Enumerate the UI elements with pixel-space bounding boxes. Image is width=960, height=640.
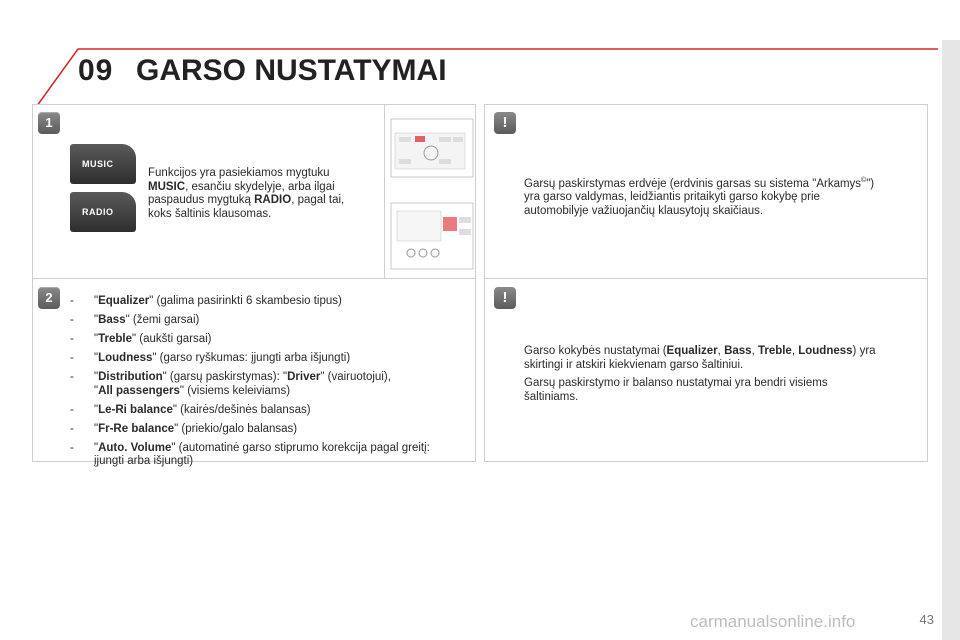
step-1-description [148, 167, 383, 221]
list-item: - "Equalizer" (galima pasirinkti 6 skambesio tipus) [70, 295, 342, 307]
warning-1-line-2: yra garso valdymas, leidžiantis pritaikyti garso kokybę prie [524, 191, 820, 204]
music-button: MUSIC [70, 144, 136, 184]
right-panel [484, 104, 928, 462]
step-1-line-1: Funkcijos yra pasiekiamos mygtuku [148, 167, 330, 179]
list-item: - "Le-Ri balance" (kairės/dešinės balansas) [70, 403, 311, 416]
right-panel-divider [484, 278, 928, 279]
radio-unit-illustration [384, 105, 475, 278]
list-item: - "Loudness" (garso ryškumas: įjungti arba išjungti) [70, 352, 351, 364]
radio-drawing [385, 105, 476, 278]
step-1-line-3: paspaudus mygtuką RADIO, pagal tai, [148, 194, 345, 206]
page-number: 43 [919, 612, 934, 627]
warning-2-line-4: šaltiniams. [524, 390, 579, 403]
list-item: - "Treble" (aukšti garsai) [70, 333, 212, 345]
step-1-line-2: MUSIC, esančiu skydelyje, arba ilgai [148, 180, 335, 193]
list-item: - "Distribution" (garsų paskirstymas): "Driver" (vairuotojui), "All passengers" (visiems keleiviams) [70, 371, 391, 397]
warning-2-line-2: skirtingi ir atskiri kiekvienam garso šaltiniui. [524, 358, 744, 371]
radio-button: RADIO [70, 192, 136, 232]
left-panel-divider [32, 278, 476, 279]
watermark: carmanualsonline.info [690, 612, 856, 631]
warning-1-line-3: automobilyje važiuojančių klausytojų skaičiaus. [524, 204, 764, 217]
warning-2-badge: ! [494, 287, 516, 309]
page-edge-strip [942, 40, 960, 640]
step-1-line-4: koks šaltinis klausomas. [148, 207, 272, 220]
settings-list [70, 295, 480, 474]
warning-2-text [524, 345, 922, 404]
step-1-badge: 1 [38, 112, 60, 134]
warning-1-badge: ! [494, 112, 516, 134]
list-item: - "Auto. Volume" (automatinė garso stiprumo korekcija pagal greitį: įjungti arba išjungti) [70, 441, 430, 467]
list-item: - "Bass" (žemi garsai) [70, 314, 200, 326]
step-2-badge: 2 [38, 287, 60, 309]
warning-2-line-1: Garso kokybės nustatymai (Equalizer, Bass, Treble, Loudness) yra [524, 345, 876, 357]
list-item: - "Fr-Re balance" (priekio/galo balansas) [70, 422, 298, 435]
chapter-number: 09 [78, 54, 114, 87]
warning-1-text [524, 174, 922, 218]
warning-1-line-1: Garsų paskirstymas erdvėje (erdvinis garsas su sistema "Arkamys©") [524, 177, 875, 190]
warning-2-line-3: Garsų paskirstymo ir balanso nustatymai yra bendri visiems [524, 377, 828, 389]
page-title: GARSO NUSTATYMAI [136, 54, 447, 87]
